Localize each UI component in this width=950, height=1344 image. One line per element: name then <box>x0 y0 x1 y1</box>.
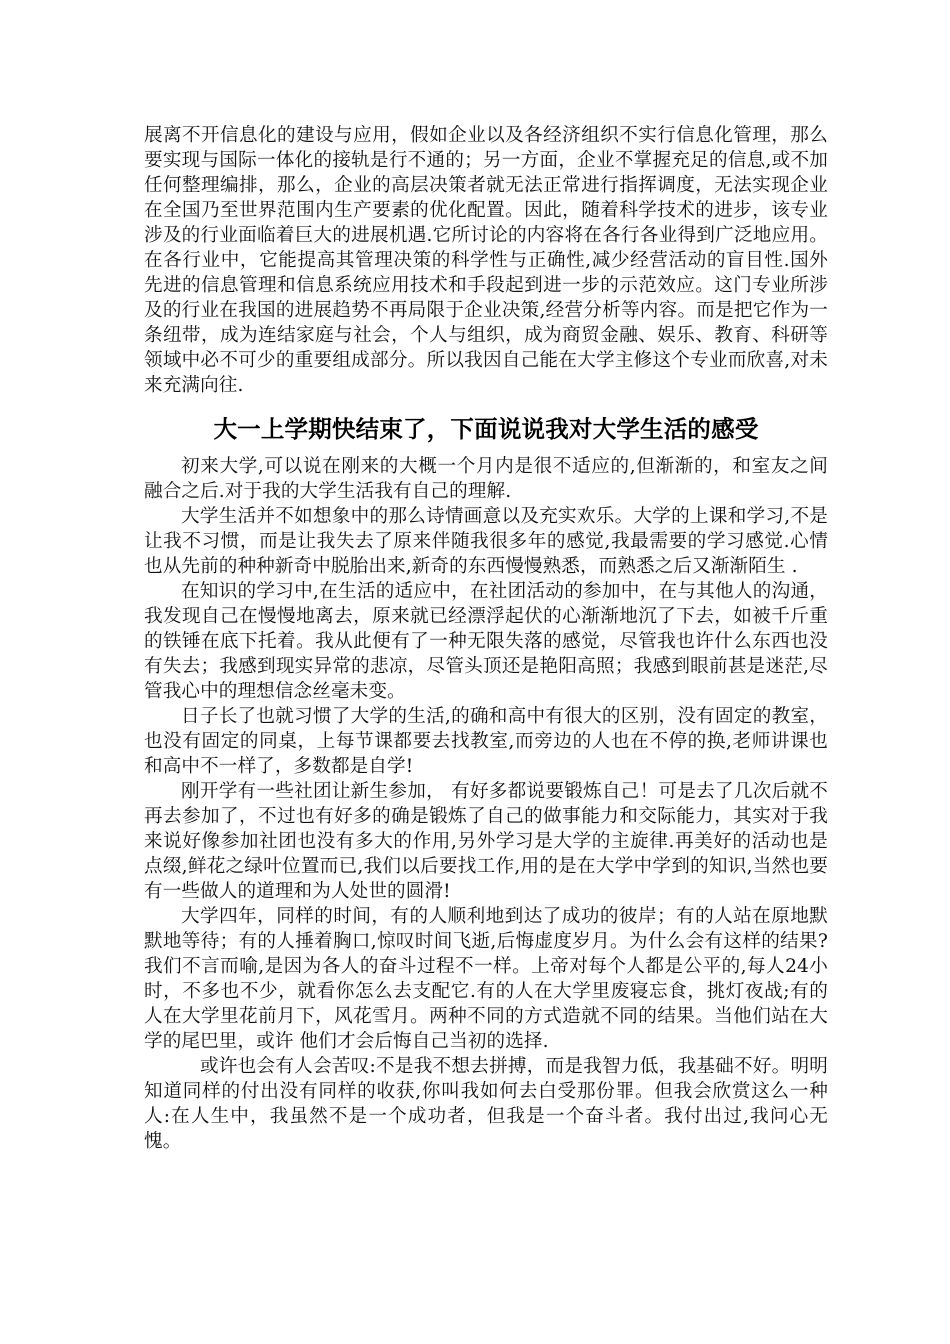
body-paragraph-6: 大学四年，同样的时间，有的人顺利地到达了成功的彼岸；有的人站在原地默默地等待；有的人捶着胸口,惊叹时间飞逝,后悔虚度岁月。为什么会有这样的结果?我们不言而喻,是因为各人的奋斗过程不一样。上帝对每个人都是公平的,每人24小时，不多也不少，就看你怎么去支配它.有的人在大学里废寝忘食，挑灯夜战;有的人在大学里花前月下，风花雪月。两种不同的方式造就不同的结果。当他们站在大学的尾巴里，或许 他们才会后悔自己当初的选择. <box>144 906 828 1052</box>
body-paragraph-3: 在知识的学习中,在生活的适应中，在社团活动的参加中，在与其他人的沟通，我发现自己在慢慢地离去，原来就已经漂浮起伏的心渐渐地沉了下去，如被千斤重的铁锤在底下托着。我从此便有了一种无限失落的感觉，尽管我也许什么东西也没有失去；我感到现实异常的悲凉，尽管头顶还是艳阳高照；我感到眼前甚是迷茫,尽管我心中的理想信念丝毫未变。 <box>144 581 828 702</box>
closing-paragraph: 或许也会有人会苦叹:不是我不想去拼搏，而是我智力低，我基础不好。明明知道同样的付出没有同样的收获,你叫我如何去白受那份罪。但我会欣赏这么一种人:在人生中，我虽然不是一个成功者，但我是一个奋斗者。我付出过,我问心无愧。 <box>144 1056 828 1152</box>
body-paragraph-5: 刚开学有一些社团让新生参加， 有好多都说要锻炼自己！可是去了几次后就不再去参加了，不过也有好多的确是锻炼了自己的做事能力和交际能力，其实对于我来说好像参加社团也没有多大的作用,另外学习是大学的主旋律.再美好的活动也是点缀,鲜花之绿叶位置而已,我们以后要找工作,用的是在大学中学到的知识,当然也要有一些做人的道理和为人处世的圆滑! <box>144 781 828 902</box>
document-page <box>144 123 828 1154</box>
intro-paragraph: 展离不开信息化的建设与应用，假如企业以及各经济组织不实行信息化管理，那么要实现与国际一体化的接轨是行不通的；另一方面，企业不掌握充足的信息,或不加任何整理编排，那么，企业的高层决策者就无法正常进行指挥调度，无法实现企业在全国乃至世界范围内生产要素的优化配置。因此，随着科学技术的进步，该专业涉及的行业面临着巨大的进展机遇.它所讨论的内容将在各行各业得到广泛地应用。在各行业中，它能提高其管理决策的科学性与正确性,减少经营活动的盲目性.国外先进的信息管理和信息系统应用技术和手段起到进一步的示范效应。这门专业所涉及的行业在我国的进展趋势不再局限于企业决策,经营分析等内容。而是把它作为一条纽带，成为连结家庭与社会，个人与组织，成为商贸金融、娱乐、教育、科研等领域中必不可少的重要组成部分。所以我因自己能在大学主修这个专业而欣喜,对未来充满向往. <box>144 125 828 396</box>
body-paragraph-4: 日子长了也就习惯了大学的生活,的确和高中有很大的区别，没有固定的教室，也没有固定的同桌，上每节课都要去找教室,而旁边的人也在不停的换,老师讲课也和高中不一样了，多数都是自学! <box>144 706 828 777</box>
body-paragraph-2: 大学生活并不如想象中的那么诗情画意以及充实欢乐。大学的上课和学习,不是让我不习惯，而是让我失去了原来伴随我很多年的感觉,我最需要的学习感觉.心情也从先前的种种新奇中脱胎出来,新奇的东西慢慢熟悉，而熟悉之后又渐渐陌生 . <box>144 506 828 577</box>
body-paragraph-1: 初来大学,可以说在刚来的大概一个月内是很不适应的,但渐渐的，和室友之间融合之后.对于我的大学生活我有自己的理解. <box>144 456 828 502</box>
section-heading: 大一上学期快结束了，下面说说我对大学生活的感受 <box>213 415 759 443</box>
